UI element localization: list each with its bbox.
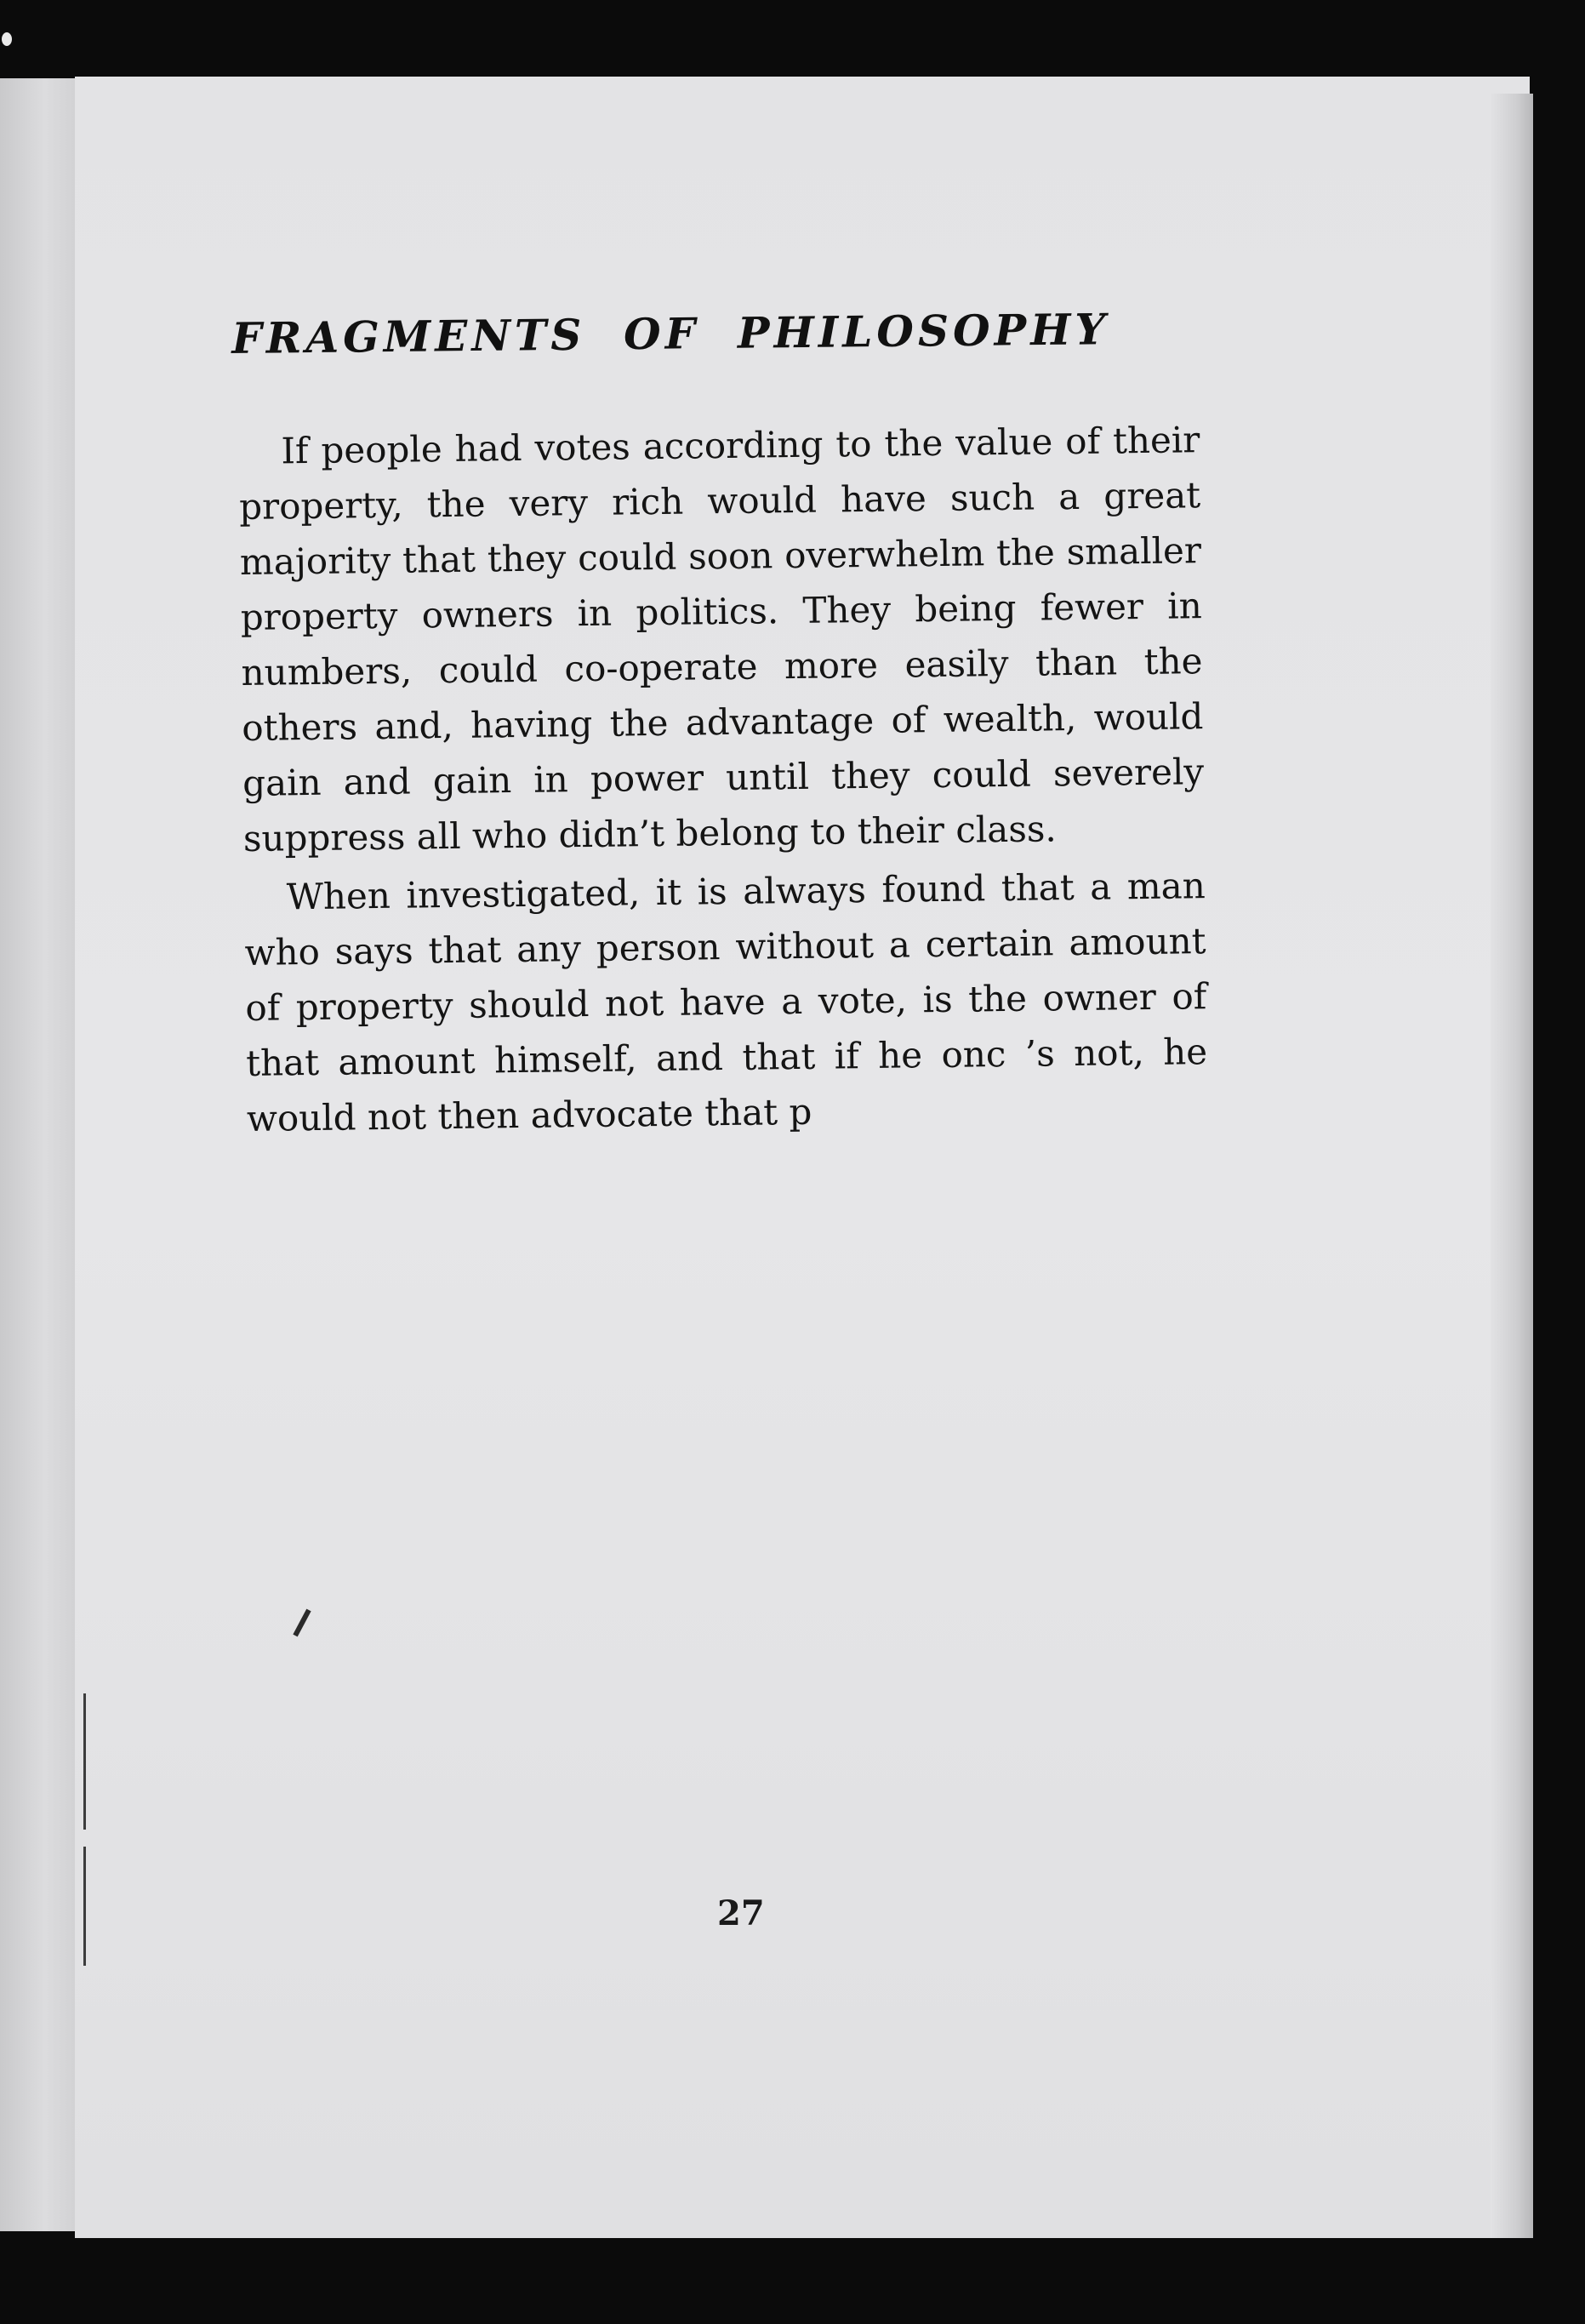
scan-artifact (2, 32, 12, 46)
gutter-shadow (83, 1693, 86, 1830)
page-number: 27 (717, 1893, 765, 1933)
previous-page-edge (0, 78, 77, 2231)
body-text (238, 412, 1208, 1146)
page-fore-edge (1491, 94, 1533, 2238)
gutter-shadow (83, 1847, 86, 1966)
book-page (75, 77, 1530, 2238)
paragraph: If people had votes according to the value of their property, the very rich would have such a great majority that they could soon overwhelm the smaller property owners in politics. They being fewer in numbers, could co-operate more easily than the others and, having the advantage of wealth, would gain and gain in power until they could severely suppress all who didn’t belong to their class. (238, 419, 1205, 859)
paragraph: When investigated, it is always found that a man who says that any person without a certain amount of property should not have a vote, is the owner of that amount himself, and that if he onc ’s not, he would not then advocate that p (244, 865, 1208, 1139)
running-head: FRAGMENTS OF PHILOSOPHY (231, 304, 1110, 363)
